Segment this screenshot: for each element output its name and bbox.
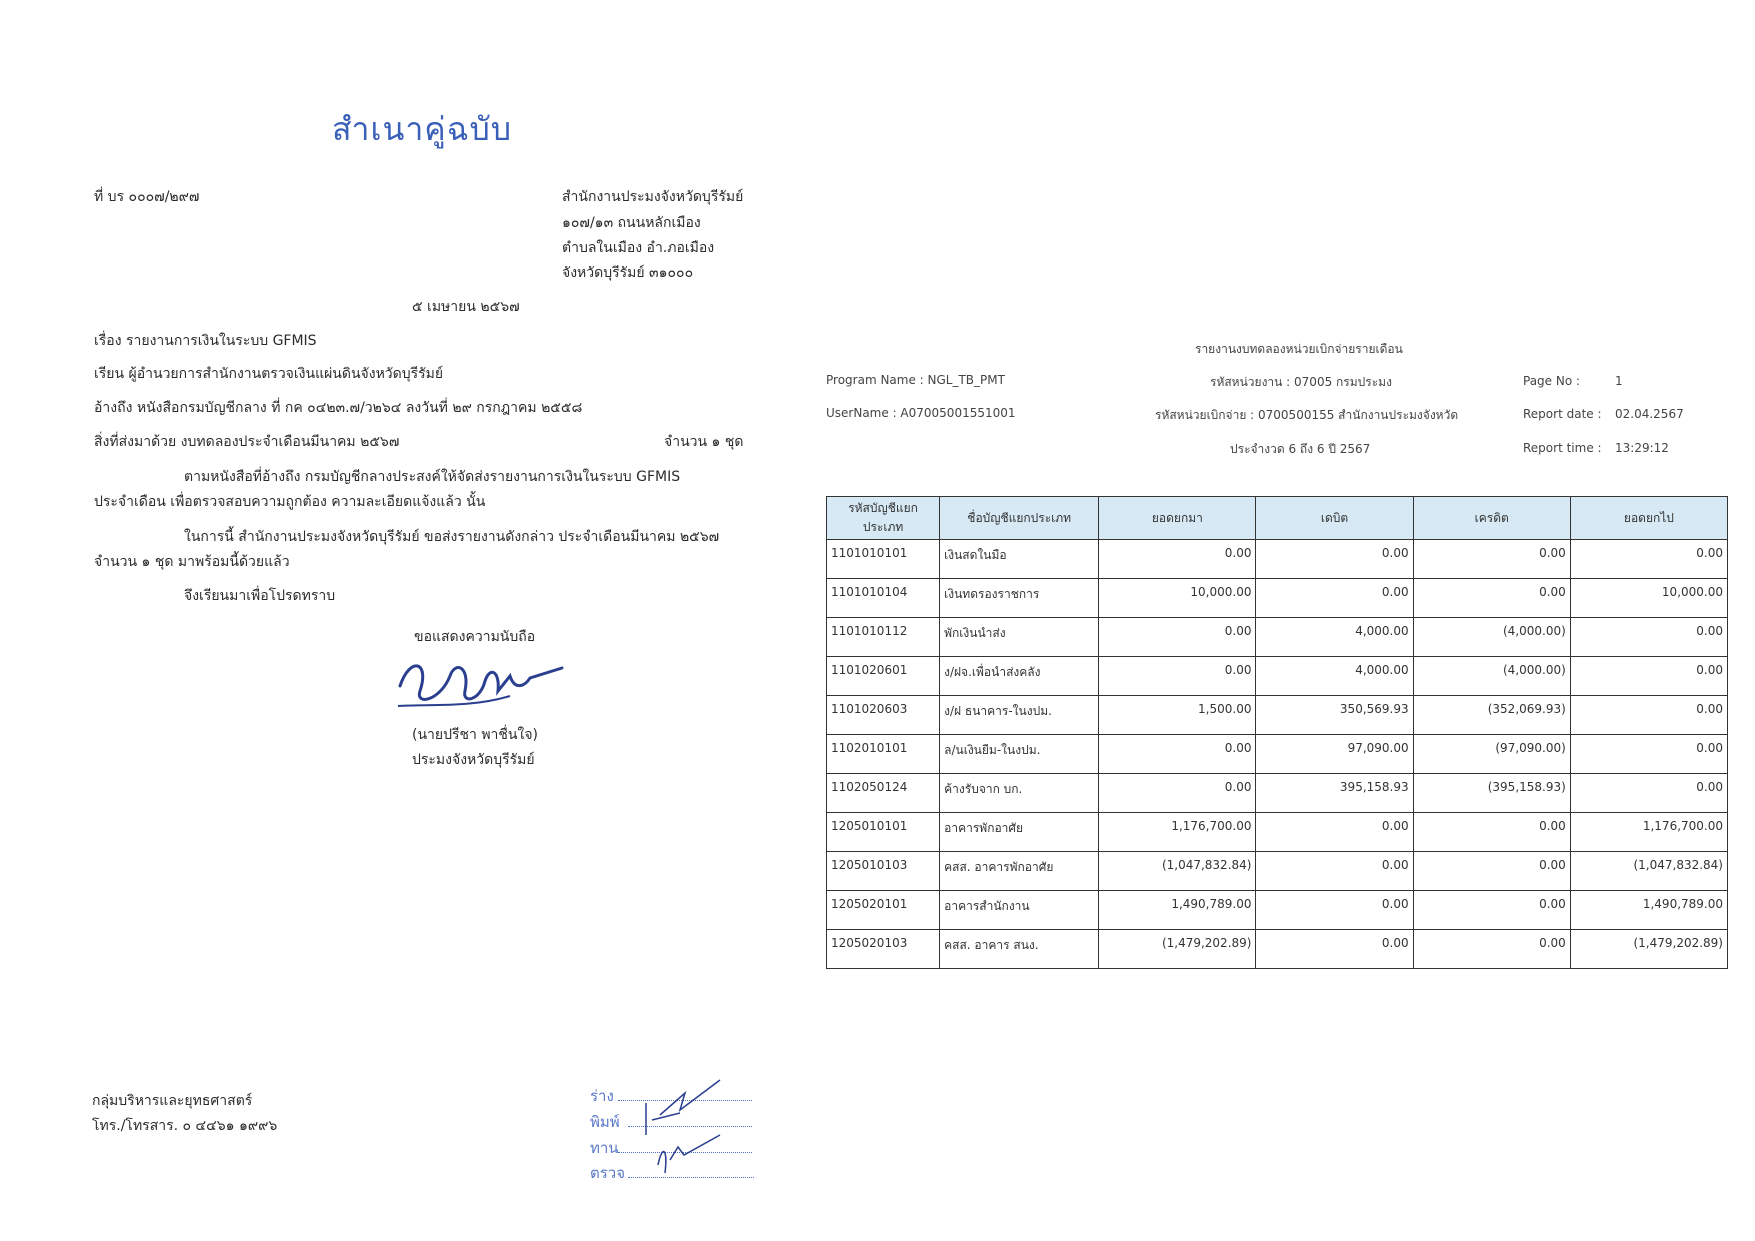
amount-cell: 0.00 bbox=[1413, 891, 1570, 930]
amount-cell: 0.00 bbox=[1570, 774, 1727, 813]
routing-label: ทาน bbox=[590, 1139, 619, 1157]
column-header: ชื่อบัญชีแยกประเภท bbox=[940, 497, 1099, 540]
amount-cell: 0.00 bbox=[1256, 852, 1413, 891]
report-title: รายงานงบทดลองหน่วยเบิกจ่ายรายเดือน bbox=[1195, 342, 1403, 356]
table-row bbox=[827, 579, 1728, 618]
amount-cell: 0.00 bbox=[1256, 540, 1413, 579]
agency-code: รหัสหน่วยงาน : 07005 กรมประมง bbox=[1210, 375, 1392, 389]
report-period: ประจำงวด 6 ถึง 6 ปี 2567 bbox=[1230, 442, 1371, 456]
account-code: 1205020101 bbox=[827, 891, 940, 930]
account-code: 1102010101 bbox=[827, 735, 940, 774]
account-name: อาคารพักอาศัย bbox=[940, 813, 1099, 852]
amount-cell: 0.00 bbox=[1099, 735, 1256, 774]
program-name: Program Name : NGL_TB_PMT bbox=[826, 373, 1005, 387]
account-name: ง/ฝ ธนาคาร-ในงปม. bbox=[940, 696, 1099, 735]
amount-cell: 1,490,789.00 bbox=[1099, 891, 1256, 930]
amount-cell: (1,047,832.84) bbox=[1099, 852, 1256, 891]
column-header: ยอดยกมา bbox=[1099, 497, 1256, 540]
amount-cell: 0.00 bbox=[1099, 657, 1256, 696]
body-paragraph-1-cont: ประจำเดือน เพื่อตรวจสอบความถูกต้อง ความละเอียดแจ้งแล้ว นั้น bbox=[94, 494, 486, 510]
enclosure-quantity: จำนวน ๑ ชุด bbox=[664, 434, 744, 450]
amount-cell: 1,500.00 bbox=[1099, 696, 1256, 735]
address-line: สำนักงานประมงจังหวัดบุรีรัมย์ bbox=[562, 189, 744, 205]
account-code: 1101010112 bbox=[827, 618, 940, 657]
amount-cell: 0.00 bbox=[1099, 540, 1256, 579]
amount-cell: (4,000.00) bbox=[1413, 657, 1570, 696]
letter-date: ๕ เมษายน ๒๕๖๗ bbox=[412, 299, 520, 315]
column-header: เครดิต bbox=[1413, 497, 1570, 540]
body-paragraph-1: ตามหนังสือที่อ้างถึง กรมบัญชีกลางประสงค์ให้จัดส่งรายงานการเงินในระบบ GFMIS bbox=[184, 469, 681, 485]
account-code: 1101020601 bbox=[827, 657, 940, 696]
letter-reference: อ้างถึง หนังสือกรมบัญชีกลาง ที่ กค ๐๔๒๓.๗/ว๒๖๔ ลงวันที่ ๒๙ กรกฎาคม ๒๕๕๘ bbox=[94, 400, 583, 416]
amount-cell: (1,479,202.89) bbox=[1570, 930, 1727, 969]
account-name: เงินทดรองราชการ bbox=[940, 579, 1099, 618]
amount-cell: 0.00 bbox=[1570, 618, 1727, 657]
closing-salutation: ขอแสดงความนับถือ bbox=[414, 629, 536, 645]
amount-cell: 0.00 bbox=[1413, 540, 1570, 579]
amount-cell: 0.00 bbox=[1570, 735, 1727, 774]
account-name: ล/นเงินยืม-ในงปม. bbox=[940, 735, 1099, 774]
amount-cell: 0.00 bbox=[1413, 579, 1570, 618]
column-header: รหัสบัญชีแยกประเภท bbox=[827, 497, 940, 540]
table-row bbox=[827, 813, 1728, 852]
amount-cell: 0.00 bbox=[1413, 813, 1570, 852]
report-date: 02.04.2567 bbox=[1615, 407, 1684, 421]
table-row bbox=[827, 696, 1728, 735]
table-header-row bbox=[827, 497, 1728, 540]
account-name: อาคารสำนักงาน bbox=[940, 891, 1099, 930]
account-code: 1205010103 bbox=[827, 852, 940, 891]
amount-cell: 0.00 bbox=[1570, 696, 1727, 735]
letter-recipient: เรียน ผู้อำนวยการสำนักงานตรวจเงินแผ่นดินจังหวัดบุรีรัมย์ bbox=[94, 366, 444, 382]
account-name: คสส. อาคารพักอาศัย bbox=[940, 852, 1099, 891]
page-no: 1 bbox=[1615, 374, 1623, 388]
amount-cell: 395,158.93 bbox=[1256, 774, 1413, 813]
column-header: เดบิต bbox=[1256, 497, 1413, 540]
amount-cell: 97,090.00 bbox=[1256, 735, 1413, 774]
routing-label: พิมพ์ bbox=[590, 1113, 620, 1131]
account-code: 1101010101 bbox=[827, 540, 940, 579]
department: กลุ่มบริหารและยุทธศาสตร์ bbox=[92, 1093, 253, 1109]
account-code: 1205020103 bbox=[827, 930, 940, 969]
account-name: ง/ฝจ.เพื่อนำส่งคลัง bbox=[940, 657, 1099, 696]
amount-cell: 0.00 bbox=[1413, 852, 1570, 891]
body-paragraph-2-cont: จำนวน ๑ ชุด มาพร้อมนี้ด้วยแล้ว bbox=[94, 554, 290, 570]
account-name: ค้างรับจาก บก. bbox=[940, 774, 1099, 813]
report-date-label: Report date : bbox=[1523, 407, 1602, 421]
table-row bbox=[827, 657, 1728, 696]
user-name: UserName : A07005001551001 bbox=[826, 406, 1016, 420]
table-row bbox=[827, 891, 1728, 930]
amount-cell: 10,000.00 bbox=[1099, 579, 1256, 618]
amount-cell: 0.00 bbox=[1099, 774, 1256, 813]
initials-marks bbox=[640, 1075, 750, 1180]
amount-cell: 10,000.00 bbox=[1570, 579, 1727, 618]
table-row bbox=[827, 930, 1728, 969]
account-name: เงินสดในมือ bbox=[940, 540, 1099, 579]
closing-request: จึงเรียนมาเพื่อโปรดทราบ bbox=[184, 588, 336, 604]
report-time-label: Report time : bbox=[1523, 441, 1602, 455]
amount-cell: (4,000.00) bbox=[1413, 618, 1570, 657]
handwritten-signature bbox=[390, 646, 570, 716]
amount-cell: 0.00 bbox=[1570, 540, 1727, 579]
amount-cell: (97,090.00) bbox=[1413, 735, 1570, 774]
account-code: 1205010101 bbox=[827, 813, 940, 852]
report-time: 13:29:12 bbox=[1615, 441, 1669, 455]
amount-cell: 0.00 bbox=[1256, 813, 1413, 852]
amount-cell: (352,069.93) bbox=[1413, 696, 1570, 735]
amount-cell: 0.00 bbox=[1413, 930, 1570, 969]
amount-cell: (1,047,832.84) bbox=[1570, 852, 1727, 891]
signer-title: ประมงจังหวัดบุรีรัมย์ bbox=[412, 752, 535, 768]
account-code: 1102050124 bbox=[827, 774, 940, 813]
account-name: คสส. อาคาร สนง. bbox=[940, 930, 1099, 969]
account-code: 1101010104 bbox=[827, 579, 940, 618]
body-paragraph-2: ในการนี้ สำนักงานประมงจังหวัดบุรีรัมย์ ขอส่งรายงานดังกล่าว ประจำเดือนมีนาคม ๒๕๖๗ bbox=[184, 529, 720, 545]
account-name: พักเงินนำส่ง bbox=[940, 618, 1099, 657]
amount-cell: 0.00 bbox=[1570, 657, 1727, 696]
table-row bbox=[827, 852, 1728, 891]
routing-label: ร่าง bbox=[590, 1087, 614, 1105]
column-header: ยอดยกไป bbox=[1570, 497, 1727, 540]
amount-cell: 350,569.93 bbox=[1256, 696, 1413, 735]
table-row bbox=[827, 540, 1728, 579]
trial-balance-table bbox=[826, 496, 1728, 969]
amount-cell: 1,490,789.00 bbox=[1570, 891, 1727, 930]
amount-cell: 0.00 bbox=[1256, 891, 1413, 930]
amount-cell: 4,000.00 bbox=[1256, 618, 1413, 657]
letter-enclosure: สิ่งที่ส่งมาด้วย งบทดลองประจำเดือนมีนาคม ๒๕๖๗ bbox=[94, 434, 400, 450]
table-row bbox=[827, 735, 1728, 774]
table-row bbox=[827, 774, 1728, 813]
letter-subject: เรื่อง รายงานการเงินในระบบ GFMIS bbox=[94, 333, 317, 349]
reference-number: ที่ บร ๐๐๐๗/๒๙๗ bbox=[94, 189, 200, 205]
page-no-label: Page No : bbox=[1523, 374, 1581, 388]
amount-cell: 1,176,700.00 bbox=[1099, 813, 1256, 852]
phone-fax: โทร./โทรสาร. ๐ ๔๔๖๑ ๑๙๙๖ bbox=[92, 1118, 278, 1134]
routing-label: ตรวจ bbox=[590, 1164, 626, 1182]
amount-cell: 0.00 bbox=[1256, 930, 1413, 969]
amount-cell: (1,479,202.89) bbox=[1099, 930, 1256, 969]
copy-stamp: สำเนาคู่ฉบับ bbox=[332, 110, 513, 148]
amount-cell: (395,158.93) bbox=[1413, 774, 1570, 813]
address-line: ๑๐๗/๑๓ ถนนหลักเมือง bbox=[562, 215, 701, 231]
signer-name: (นายปรีชา พาชื่นใจ) bbox=[412, 727, 538, 743]
amount-cell: 4,000.00 bbox=[1256, 657, 1413, 696]
address-line: ตำบลในเมือง อำ.ภอเมือง bbox=[562, 240, 715, 256]
amount-cell: 1,176,700.00 bbox=[1570, 813, 1727, 852]
disbursing-unit: รหัสหน่วยเบิกจ่าย : 0700500155 สำนักงานประมงจังหวัด bbox=[1155, 408, 1459, 422]
table-row bbox=[827, 618, 1728, 657]
account-code: 1101020603 bbox=[827, 696, 940, 735]
amount-cell: 0.00 bbox=[1256, 579, 1413, 618]
address-line: จังหวัดบุรีรัมย์ ๓๑๐๐๐ bbox=[562, 265, 694, 281]
amount-cell: 0.00 bbox=[1099, 618, 1256, 657]
